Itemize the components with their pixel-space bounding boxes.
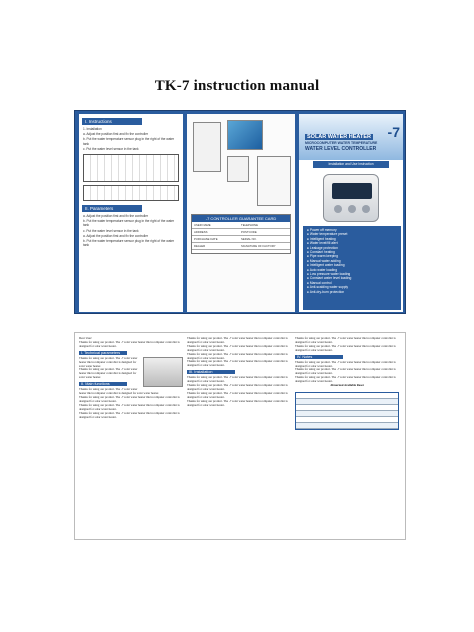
text-line: 1. Installation: [83, 127, 102, 131]
device-button: [334, 205, 342, 213]
table-title: Abnormal Available Reset: [330, 383, 364, 388]
function-text: Thanks for using our product. The -7 solar water heater microcomputer controller is designed for solar water heater.: [187, 359, 288, 368]
parameter-text: Thanks for using our product. The -7 solar water heater microcomputer controller is designed for solar water heater.: [79, 367, 138, 380]
feature-item: ● Leakage protection: [307, 245, 338, 250]
feature-item: ● Intelligent heating: [307, 236, 336, 241]
function-text: Thanks for using our product. The -7 solar water heater microcomputer controller is designed for solar water heater.: [187, 343, 288, 352]
sensor-diagram: [193, 122, 221, 172]
cover-subheading: WATER LEVEL CONTROLLER: [305, 146, 377, 152]
card-row: [192, 243, 290, 250]
device-button: [362, 205, 370, 213]
card-field: USER NAME: [194, 223, 211, 227]
feature-item: ● Intelligent water loading: [307, 263, 345, 268]
page-title: TK-7 instruction manual: [154, 78, 320, 94]
installation-panel: [187, 114, 295, 312]
function-text: Thanks for using our product. The -7 solar water heater microcomputer controller is designed for solar water heater.: [79, 387, 159, 396]
cover-subtitle: Installation and Use Instruction: [313, 161, 389, 168]
section-header: III. Installation: [187, 370, 235, 374]
brochure-outer-sheet: [74, 110, 406, 314]
installation-text: Thanks for using our product. The -7 solar water heater microcomputer controller is designed for solar water heater.: [187, 398, 288, 407]
model-number: -7: [387, 124, 400, 140]
section-header: II. Main functions: [79, 382, 127, 386]
function-text: Thanks for using our product. The -7 solar water heater microcomputer controller is designed for solar water heater.: [79, 410, 180, 419]
guarantee-card: [191, 214, 291, 254]
section-header: I. Instructions: [82, 118, 142, 125]
wiring-diagram: [83, 154, 179, 182]
text-line: c. Put the water level sensor in the tank: [83, 228, 139, 233]
feature-item: ● Low pressure water loading: [307, 272, 351, 277]
card-field: ADDRESS: [194, 230, 208, 234]
function-text: Thanks for using our product. The -7 solar water heater microcomputer controller is designed for solar water heater.: [79, 394, 180, 403]
card-row: [192, 222, 290, 229]
feature-item: ● Anti-scalding water supply: [307, 285, 349, 290]
card-row: [192, 229, 290, 236]
feature-item: ● Water temperature preset: [307, 232, 348, 237]
installation-pictures: [187, 114, 295, 212]
controller-photo: [143, 357, 183, 387]
card-field: PURCHASE DATE: [194, 237, 218, 241]
section-header: I. Technical parameters: [79, 351, 127, 355]
notes-text: Thanks for using our product. The -7 solar water heater microcomputer controller is designed for solar water heater.: [295, 343, 396, 352]
text-line: a. Adjust the position first and fix the controller: [83, 132, 149, 137]
notes-text: Thanks for using our product. The -7 solar water heater microcomputer controller is designed for solar water heater.: [295, 375, 396, 384]
card-field: SERIAL NO.: [241, 237, 257, 241]
intro-text: Thanks for using our product. The -7 solar water heater microcomputer controller is designed for solar water heater.: [79, 339, 180, 348]
function-text: Thanks for using our product. The -7 solar water heater microcomputer controller is designed for solar water heater.: [187, 336, 288, 344]
installation-text: Thanks for using our product. The -7 solar water heater microcomputer controller is designed for solar water heater.: [187, 375, 288, 384]
text-line: a. Adjust the position first and fix the controller: [83, 233, 149, 238]
card-field: POSTCODE: [241, 230, 257, 234]
text-line: b. Put the water temperature sensor plug in the right of the water tank: [83, 239, 175, 248]
notes-text: Thanks for using our product. The -7 solar water heater microcomputer controller is designed for solar water heater.: [295, 336, 396, 344]
instructions-panel: [79, 114, 183, 312]
text-line: a. Adjust the position first and fix the controller: [83, 214, 149, 219]
notes-text: Thanks for using our product. The -7 solar water heater microcomputer controller is designed for solar water heater.: [295, 367, 396, 376]
troubleshooting-table: [295, 392, 399, 430]
solar-tank-image: [227, 120, 263, 150]
function-text: Thanks for using our product. The -7 solar water heater microcomputer controller is designed for solar water heater.: [187, 351, 288, 360]
device-screen: [332, 183, 372, 199]
installation-text: Thanks for using our product. The -7 solar water heater microcomputer controller is designed for solar water heater.: [187, 383, 288, 391]
feature-item: ● Water level/fill alert: [307, 241, 338, 246]
text-line: b. Put the water temperature sensor plug in the right of the water tank: [83, 219, 175, 228]
feature-item: ● Power off memory: [307, 228, 337, 232]
instructions-text: [79, 127, 183, 151]
text-line: c. Put the water level sensor in the tank: [83, 146, 139, 151]
cover-heading: SOLAR WATER HEATER: [307, 134, 371, 140]
function-text: Thanks for using our product. The -7 solar water heater microcomputer controller is designed for solar water heater.: [79, 402, 180, 411]
feature-item: ● Constant water level loading: [307, 276, 352, 281]
feature-item: ● Auto water loading: [307, 267, 338, 272]
feature-item: ● Pipe warm keeping: [307, 254, 338, 259]
brochure-inner-sheet: [74, 332, 406, 540]
controller-device-image: [323, 174, 379, 222]
feature-item: ● Anti-dry-burn protection: [307, 289, 345, 294]
cover-panel: [299, 114, 403, 312]
terminal-diagram: [83, 185, 179, 201]
section-header: II. Parameters: [82, 205, 142, 212]
section-header: IV. Notes: [295, 355, 343, 359]
feature-item: ● Manual control: [307, 280, 332, 285]
parameters-text: [79, 214, 183, 247]
feature-item: ● Constant heating: [307, 250, 335, 255]
inner-column-2: [187, 337, 291, 537]
card-row: [192, 236, 290, 243]
greeting: Dear User:: [79, 336, 93, 340]
table-row: [296, 423, 398, 429]
cover-subheading: MICROCOMPUTER WATER TEMPERATURE: [305, 141, 378, 145]
pipe-diagram: [227, 156, 249, 182]
feature-list: [303, 226, 401, 310]
installation-text: Thanks for using our product. The -7 solar water heater microcomputer controller is designed for solar water heater.: [187, 390, 288, 399]
card-title: -7 CONTROLLER GUARANTEE CARD: [192, 215, 290, 222]
text-line: b. Put the water temperature sensor plug in the right of the water tank: [83, 137, 175, 146]
valve-diagram: [257, 156, 291, 206]
card-field: TELEPHONE: [241, 223, 258, 227]
device-button: [348, 205, 356, 213]
notes-text: Thanks for using our product. The -7 solar water heater microcomputer controller is designed for solar water heater.: [295, 359, 396, 368]
feature-item: ● Manual water adding: [307, 258, 341, 263]
inner-column-3: [295, 337, 399, 537]
inner-column-1: [79, 337, 183, 537]
card-field: DEALER: [194, 244, 206, 248]
card-field: SIGNATURE OF FACTORY: [241, 244, 276, 248]
parameter-text: Thanks for using our product. The -7 solar water heater microcomputer controller is designed for solar water heater.: [79, 355, 138, 368]
